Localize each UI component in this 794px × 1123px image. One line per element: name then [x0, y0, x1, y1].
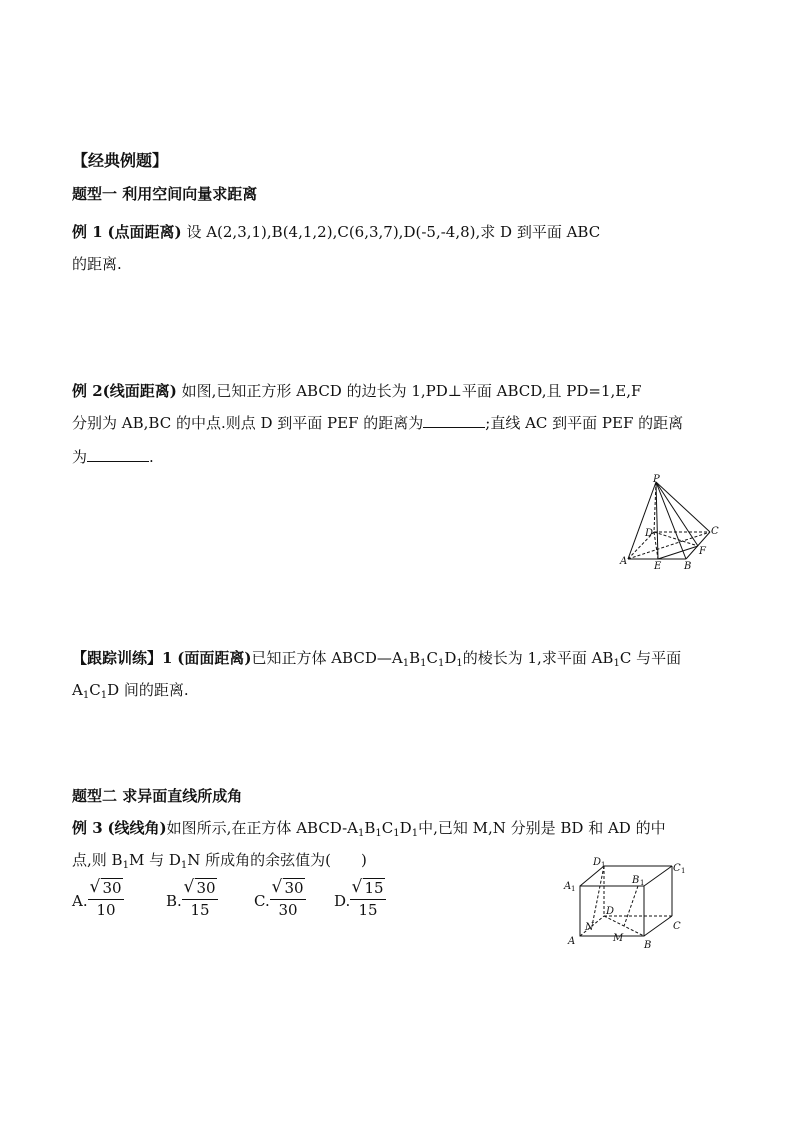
option-b[interactable] — [166, 878, 226, 924]
trace-text-b: 的棱长为 1,求平面 AB — [462, 649, 614, 667]
trace-text: C — [89, 681, 101, 699]
label-M: M — [613, 933, 624, 944]
sub: 1 — [411, 828, 419, 839]
example-1-text: 设 A(2,3,1),B(4,1,2),C(6,3,7),D(-5,-4,8),求 D 到平面 ABC — [186, 223, 601, 241]
example-3-tag: (线线角) — [107, 819, 167, 837]
trace-text: D 间的距离. — [107, 681, 189, 699]
label-sub: 1 — [640, 879, 645, 887]
example-2-text: 如图,已知正方形 ABCD 的边长为 1,PD⊥平面 ABCD,且 PD=1,E,F — [181, 382, 642, 400]
label-N: N — [585, 922, 594, 933]
example-3-text: D — [399, 819, 412, 837]
label-E: E — [654, 561, 662, 572]
trace-line1 — [72, 647, 681, 669]
option-b-fraction — [182, 878, 218, 920]
example-2-text-d: . — [149, 448, 154, 466]
option-c-fraction — [270, 878, 306, 920]
trace-text: A — [72, 681, 83, 699]
example-2-line3 — [72, 446, 154, 468]
sqrt-icon: √ — [89, 877, 101, 897]
option-d-denominator: 15 — [358, 901, 378, 919]
sub: 1 — [456, 658, 463, 669]
label-P: P — [653, 474, 660, 485]
label-F: F — [699, 546, 706, 557]
edge-PC — [656, 482, 710, 532]
edge-BC — [644, 916, 672, 936]
label-A: A — [620, 556, 628, 567]
option-c-denominator: 30 — [278, 901, 298, 919]
segment-B1M — [624, 886, 638, 926]
trace-text-c: C 与平面 — [619, 649, 682, 667]
example-2-text-a: 分别为 AB,BC 的中点.则点 D 到平面 PEF 的距离为 — [72, 414, 424, 432]
trace-label: 【跟踪训练】1 — [72, 649, 173, 667]
example-3-text: 中,已知 M,N 分别是 BD 和 AD 的中 — [418, 819, 666, 837]
label-sub: 1 — [571, 885, 576, 893]
option-d-numerator: 15 — [364, 879, 384, 897]
sub: 1 — [420, 658, 427, 669]
example-2-text-b: ;直线 AC 到平面 PEF 的距离 — [485, 414, 684, 432]
label-B: B — [644, 940, 652, 951]
edge-DB — [604, 916, 644, 936]
option-a-fraction — [88, 878, 124, 920]
option-b-denominator: 15 — [190, 901, 210, 919]
trace-text: D — [444, 649, 457, 667]
option-b-label: B. — [166, 892, 182, 910]
example-1-line2: 的距离. — [72, 255, 122, 273]
example-1-tag: (点面距离) — [107, 223, 182, 241]
example-1-line1 — [72, 221, 600, 243]
option-d-fraction — [350, 878, 386, 920]
label-B: B — [684, 561, 692, 572]
label-A1: A — [564, 881, 572, 892]
example-1-label: 例 1 — [72, 223, 103, 241]
option-a-denominator: 10 — [96, 901, 116, 919]
example-3-text: 点,则 B — [72, 851, 123, 869]
example-2-label: 例 2 — [72, 382, 103, 400]
option-b-numerator: 30 — [196, 879, 216, 897]
pyramid-figure — [618, 474, 730, 572]
example-3-text: N 所成角的余弦值为( ) — [187, 851, 367, 869]
example-2-tag: (线面距离) — [102, 382, 177, 400]
option-c-label: C. — [254, 892, 270, 910]
example-3-text: 如图所示,在正方体 ABCD-A — [166, 819, 359, 837]
example-3-text: C — [381, 819, 394, 837]
type1-title: 题型一 利用空间向量求距离 — [72, 185, 258, 203]
example-2-text-c: 为 — [72, 448, 88, 466]
option-d[interactable] — [334, 878, 394, 924]
example-3-text: M 与 D — [128, 851, 181, 869]
sub: 1 — [100, 690, 108, 701]
trace-text-a: 已知正方体 ABCD—A — [251, 649, 403, 667]
answer-blank-2[interactable] — [87, 461, 149, 462]
trace-line2 — [72, 679, 189, 701]
option-a-numerator: 30 — [102, 879, 122, 897]
section-title: 【经典例题】 — [72, 151, 169, 170]
sqrt-icon: √ — [271, 877, 283, 897]
option-c-numerator: 30 — [284, 879, 304, 897]
edge-PD — [654, 482, 656, 532]
option-d-label: D. — [334, 892, 351, 910]
example-3-line2 — [72, 849, 367, 871]
label-C: C — [673, 921, 681, 932]
sub: 1 — [613, 658, 620, 669]
sub: 1 — [393, 828, 400, 839]
sqrt-icon: √ — [351, 877, 363, 897]
sub: 1 — [358, 828, 365, 839]
label-D1: D — [593, 857, 602, 868]
example-2-line1 — [72, 380, 641, 402]
example-3-line1 — [72, 817, 666, 839]
sub: 1 — [402, 658, 410, 669]
label-A: A — [568, 936, 576, 947]
example-3-label: 例 3 — [72, 819, 103, 837]
label-C: C — [711, 526, 719, 537]
label-D: D — [606, 906, 615, 917]
example-2-line2 — [72, 412, 683, 434]
label-C1: C — [673, 863, 681, 874]
trace-tag: (面面距离) — [177, 649, 252, 667]
type2-title: 题型二 求异面直线所成角 — [72, 787, 243, 805]
label-sub: 1 — [601, 861, 606, 869]
sub: 1 — [82, 690, 90, 701]
sub: 1 — [437, 658, 445, 669]
trace-text: B — [409, 649, 421, 667]
example-3-text: B — [364, 819, 376, 837]
edge-PA — [628, 482, 656, 559]
option-a-label: A. — [72, 892, 88, 910]
option-a[interactable] — [72, 878, 132, 924]
label-sub: 1 — [681, 867, 686, 875]
edge-B1C1 — [644, 866, 672, 886]
sub: 1 — [375, 828, 382, 839]
answer-blank-1[interactable] — [423, 427, 485, 428]
label-B1: B — [632, 875, 640, 886]
sub: 1 — [122, 860, 129, 871]
sqrt-icon: √ — [183, 877, 195, 897]
label-D: D — [645, 528, 654, 539]
trace-text: C — [426, 649, 438, 667]
sub: 1 — [180, 860, 188, 871]
option-c[interactable] — [254, 878, 314, 924]
cube-figure — [560, 852, 690, 952]
